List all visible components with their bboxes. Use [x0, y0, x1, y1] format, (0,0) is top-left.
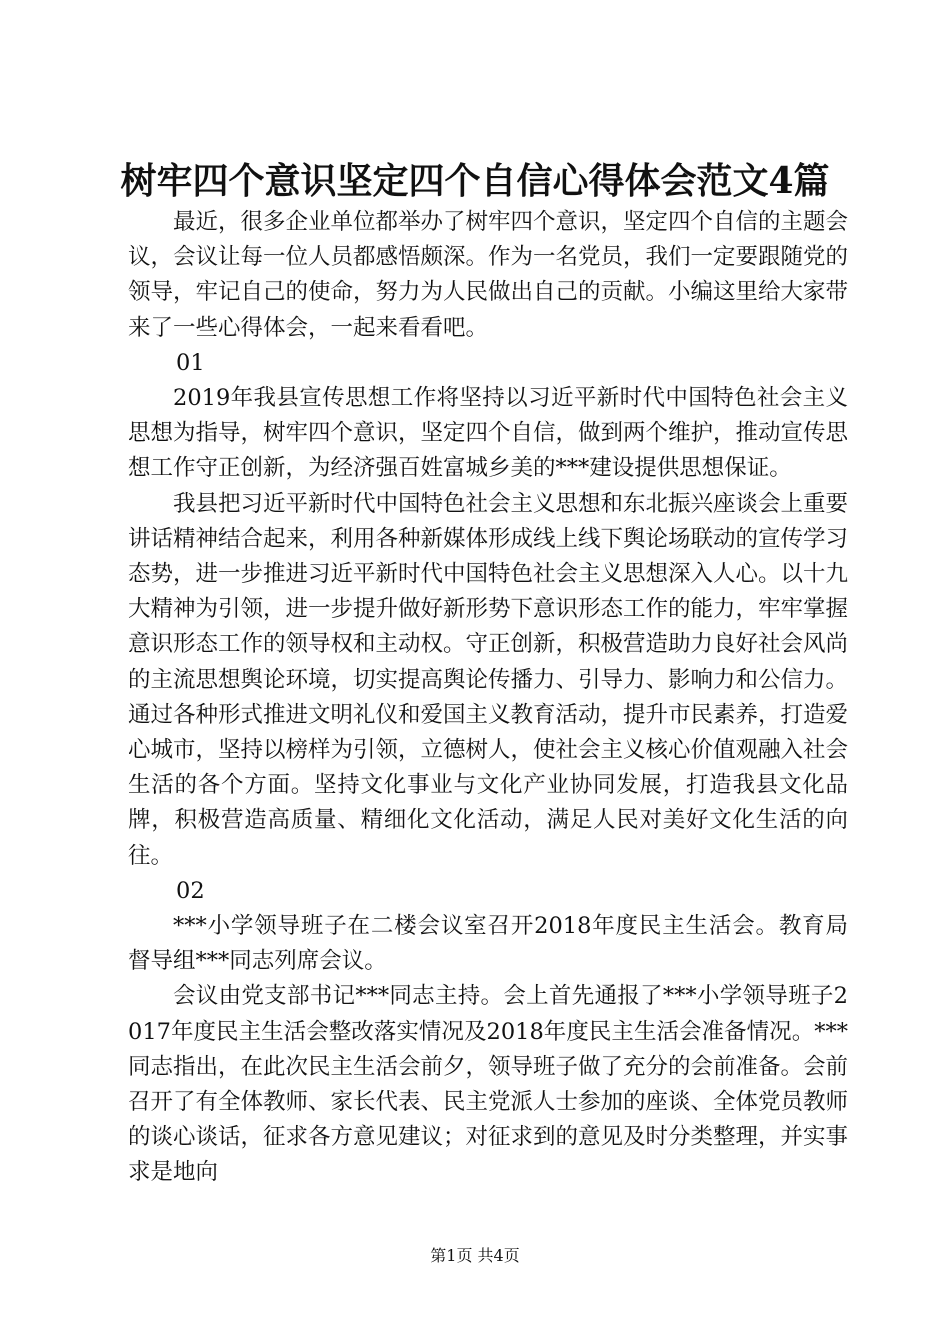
document-body [128, 205, 848, 1191]
body-paragraph: 会议由党支部书记***同志主持。会上首先通报了***小学领导班子2017年度民主生活会整改落实情况及2018年度民主生活会准备情况。***同志指出，在此次民主生活会前夕，领导班子做了充分的会前准备。会前召开了有全体教师、家长代表、民主党派人士参加的座谈、全体党员教师的谈心谈话，征求各方意见建议；对征求到的意见及时分类整理，并实事求是地向 [128, 983, 849, 1186]
page-footer: 第1页 共4页 [430, 1246, 520, 1265]
intro-paragraph: 最近，很多企业单位都举办了树牢四个意识，坚定四个自信的主题会议，会议让每一位人员都感悟颇深。作为一名党员，我们一定要跟随党的领导，牢记自己的使命，努力为人民做出自己的贡献。小编这里给大家带来了一些心得体会，一起来看看吧。 [128, 209, 849, 341]
section-number-02: 02 [176, 877, 205, 904]
section-number-01: 01 [176, 349, 205, 376]
page-title: 树牢四个意识坚定四个自信心得体会范文4篇 [120, 160, 830, 202]
body-paragraph: ***小学领导班子在二楼会议室召开2018年度民主生活会。教育局督导组***同志列席会议。 [128, 913, 848, 975]
body-paragraph: 2019年我县宣传思想工作将坚持以习近平新时代中国特色社会主义思想为指导，树牢四个意识，坚定四个自信，做到两个维护，推动宣传思想工作守正创新，为经济强百姓富城乡美的***建设提供思想保证。 [128, 385, 849, 482]
body-paragraph: 我县把习近平新时代中国特色社会主义思想和东北振兴座谈会上重要讲话精神结合起来，利用各种新媒体形成线上线下舆论场联动的宣传学习态势，进一步推进习近平新时代中国特色社会主义思想深入人心。以十九大精神为引领，进一步提升做好新形势下意识形态工作的能力，牢牢掌握意识形态工作的领导权和主动权。守正创新，积极营造助力良好社会风尚的主流思想舆论环境，切实提高舆论传播力、引导力、影响力和公信力。通过各种形式推进文明礼仪和爱国主义教育活动，提升市民素养，打造爱心城市，坚持以榜样为引领，立德树人，使社会主义核心价值观融入社会生活的各个方面。坚持文化事业与文化产业协同发展，打造我县文化品牌，积极营造高质量、精细化文化活动，满足人民对美好文化生活的向往。 [128, 490, 849, 869]
